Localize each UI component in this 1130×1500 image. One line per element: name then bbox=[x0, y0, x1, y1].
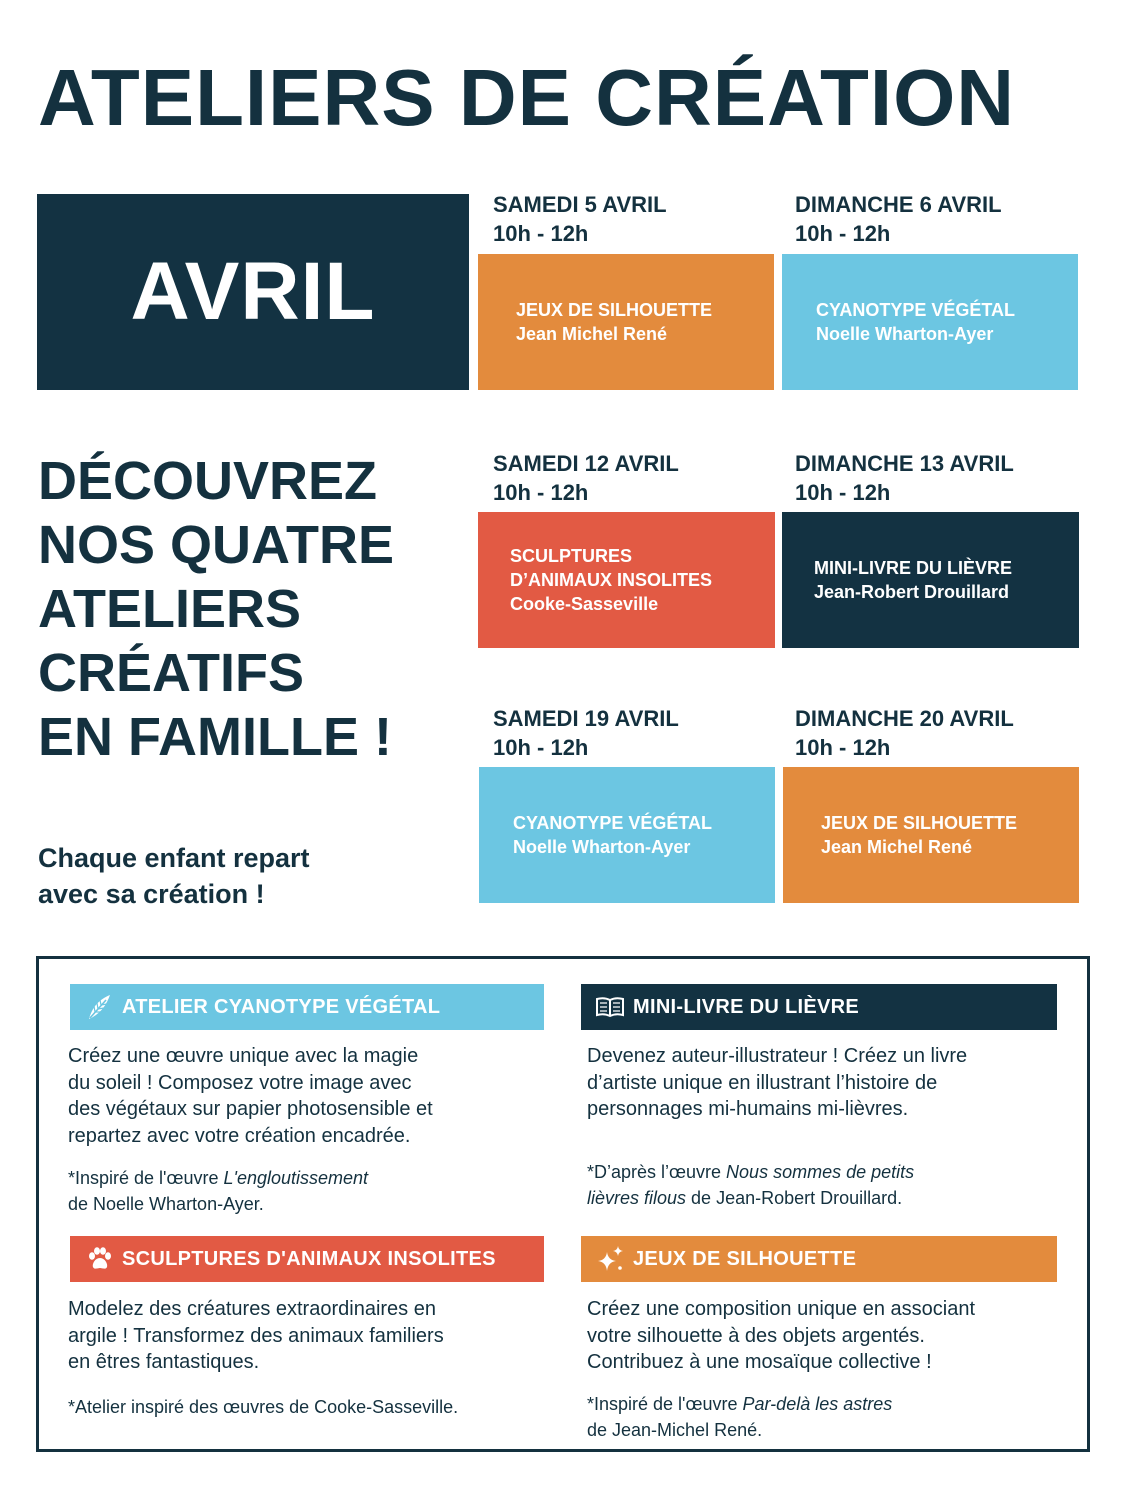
session-day: DIMANCHE 20 AVRIL bbox=[795, 706, 1014, 731]
workshop-note: *D’après l’œuvre Nous sommes de petits lièvres filous de Jean-Robert Drouillard. bbox=[587, 1162, 915, 1208]
workshop-note: *Inspiré de l'œuvre L'engloutissement de Noelle Wharton-Ayer. bbox=[68, 1168, 369, 1214]
session-day: DIMANCHE 13 AVRIL bbox=[795, 451, 1014, 476]
session-date-6 bbox=[795, 704, 1014, 762]
session-time: 10h - 12h bbox=[493, 221, 589, 246]
session-workshop: CYANOTYPE VÉGÉTAL bbox=[513, 813, 713, 833]
workshop-note: *Atelier inspiré des œuvres de Cooke-Sasseville. bbox=[68, 1397, 459, 1417]
session-card-2 bbox=[782, 254, 1078, 390]
tagline: Chaque enfant repart avec sa création ! bbox=[38, 843, 310, 909]
session-artist: Noelle Wharton-Ayer bbox=[816, 324, 994, 344]
workshop-name: ATELIER CYANOTYPE VÉGÉTAL bbox=[122, 995, 441, 1018]
workshop-bar-silhouette bbox=[581, 1236, 1057, 1282]
session-time: 10h - 12h bbox=[795, 480, 891, 505]
session-card-3 bbox=[478, 512, 775, 648]
session-time: 10h - 12h bbox=[795, 735, 891, 760]
session-day: SAMEDI 19 AVRIL bbox=[493, 706, 679, 731]
session-date-2 bbox=[795, 190, 1002, 248]
session-card-1 bbox=[478, 254, 774, 390]
session-workshop: JEUX DE SILHOUETTE bbox=[821, 813, 1018, 833]
workshop-description: Créez une œuvre unique avec la magie du soleil ! Composez votre image avec des végétaux sur papier photosensible et repartez avec votre création encadrée. bbox=[68, 1045, 433, 1147]
session-card-5 bbox=[479, 767, 775, 903]
session-day: SAMEDI 12 AVRIL bbox=[493, 451, 679, 476]
page-title: ATELIERS DE CRÉATION bbox=[38, 53, 1016, 142]
sparkles-icon bbox=[593, 1242, 627, 1276]
session-artist: Jean Michel René bbox=[516, 324, 668, 344]
session-time: 10h - 12h bbox=[493, 735, 589, 760]
session-artist: Noelle Wharton-Ayer bbox=[513, 837, 691, 857]
month-label: AVRIL bbox=[130, 246, 376, 337]
session-card-6 bbox=[783, 767, 1079, 903]
workshop-bar-mini-livre bbox=[581, 984, 1057, 1030]
workshop-info-box bbox=[36, 956, 1090, 1452]
workshop-description: Modelez des créatures extraordinaires en argile ! Transformez des animaux familiers en êtres fantastiques. bbox=[68, 1298, 444, 1373]
workshop-note: *Inspiré de l'œuvre Par-delà les astres de Jean-Michel René. bbox=[587, 1394, 893, 1440]
session-artist: Jean Michel René bbox=[821, 837, 973, 857]
workshop-bar-sculptures bbox=[70, 1236, 544, 1282]
session-time: 10h - 12h bbox=[493, 480, 589, 505]
session-date-3 bbox=[493, 449, 679, 507]
session-date-4 bbox=[795, 449, 1014, 507]
session-workshop: SCULPTURES bbox=[510, 546, 633, 566]
leaf-icon bbox=[82, 990, 116, 1024]
session-workshop: D’ANIMAUX INSOLITES bbox=[510, 570, 713, 590]
workshop-name: SCULPTURES D'ANIMAUX INSOLITES bbox=[122, 1247, 496, 1270]
workshop-name: MINI-LIVRE DU LIÈVRE bbox=[633, 995, 860, 1018]
workshop-bar-cyanotype bbox=[70, 984, 544, 1030]
workshop-name: JEUX DE SILHOUETTE bbox=[633, 1247, 857, 1270]
session-workshop: JEUX DE SILHOUETTE bbox=[516, 300, 713, 320]
paw-icon bbox=[82, 1242, 116, 1276]
workshop-description: Créez une composition unique en associant votre silhouette à des objets argentés. Contribuez à une mosaïque collective ! bbox=[587, 1298, 976, 1373]
session-day: SAMEDI 5 AVRIL bbox=[493, 192, 667, 217]
session-date-1 bbox=[493, 190, 667, 248]
month-block bbox=[37, 194, 469, 390]
session-time: 10h - 12h bbox=[795, 221, 891, 246]
session-day: DIMANCHE 6 AVRIL bbox=[795, 192, 1002, 217]
session-artist: Cooke-Sasseville bbox=[510, 594, 659, 614]
workshop-description: Devenez auteur-illustrateur ! Créez un livre d’artiste unique en illustrant l’histoire de personnages mi-humains mi-lièvres. bbox=[587, 1045, 968, 1120]
session-card-4 bbox=[782, 512, 1079, 648]
session-artist: Jean-Robert Drouillard bbox=[814, 582, 1010, 602]
session-workshop: MINI-LIVRE DU LIÈVRE bbox=[814, 558, 1013, 578]
session-workshop: CYANOTYPE VÉGÉTAL bbox=[816, 300, 1016, 320]
session-date-5 bbox=[493, 704, 679, 762]
headline: DÉCOUVREZ NOS QUATRE ATELIERS CRÉATIFS EN FAMILLE ! bbox=[38, 451, 395, 767]
open-book-icon bbox=[593, 990, 627, 1024]
